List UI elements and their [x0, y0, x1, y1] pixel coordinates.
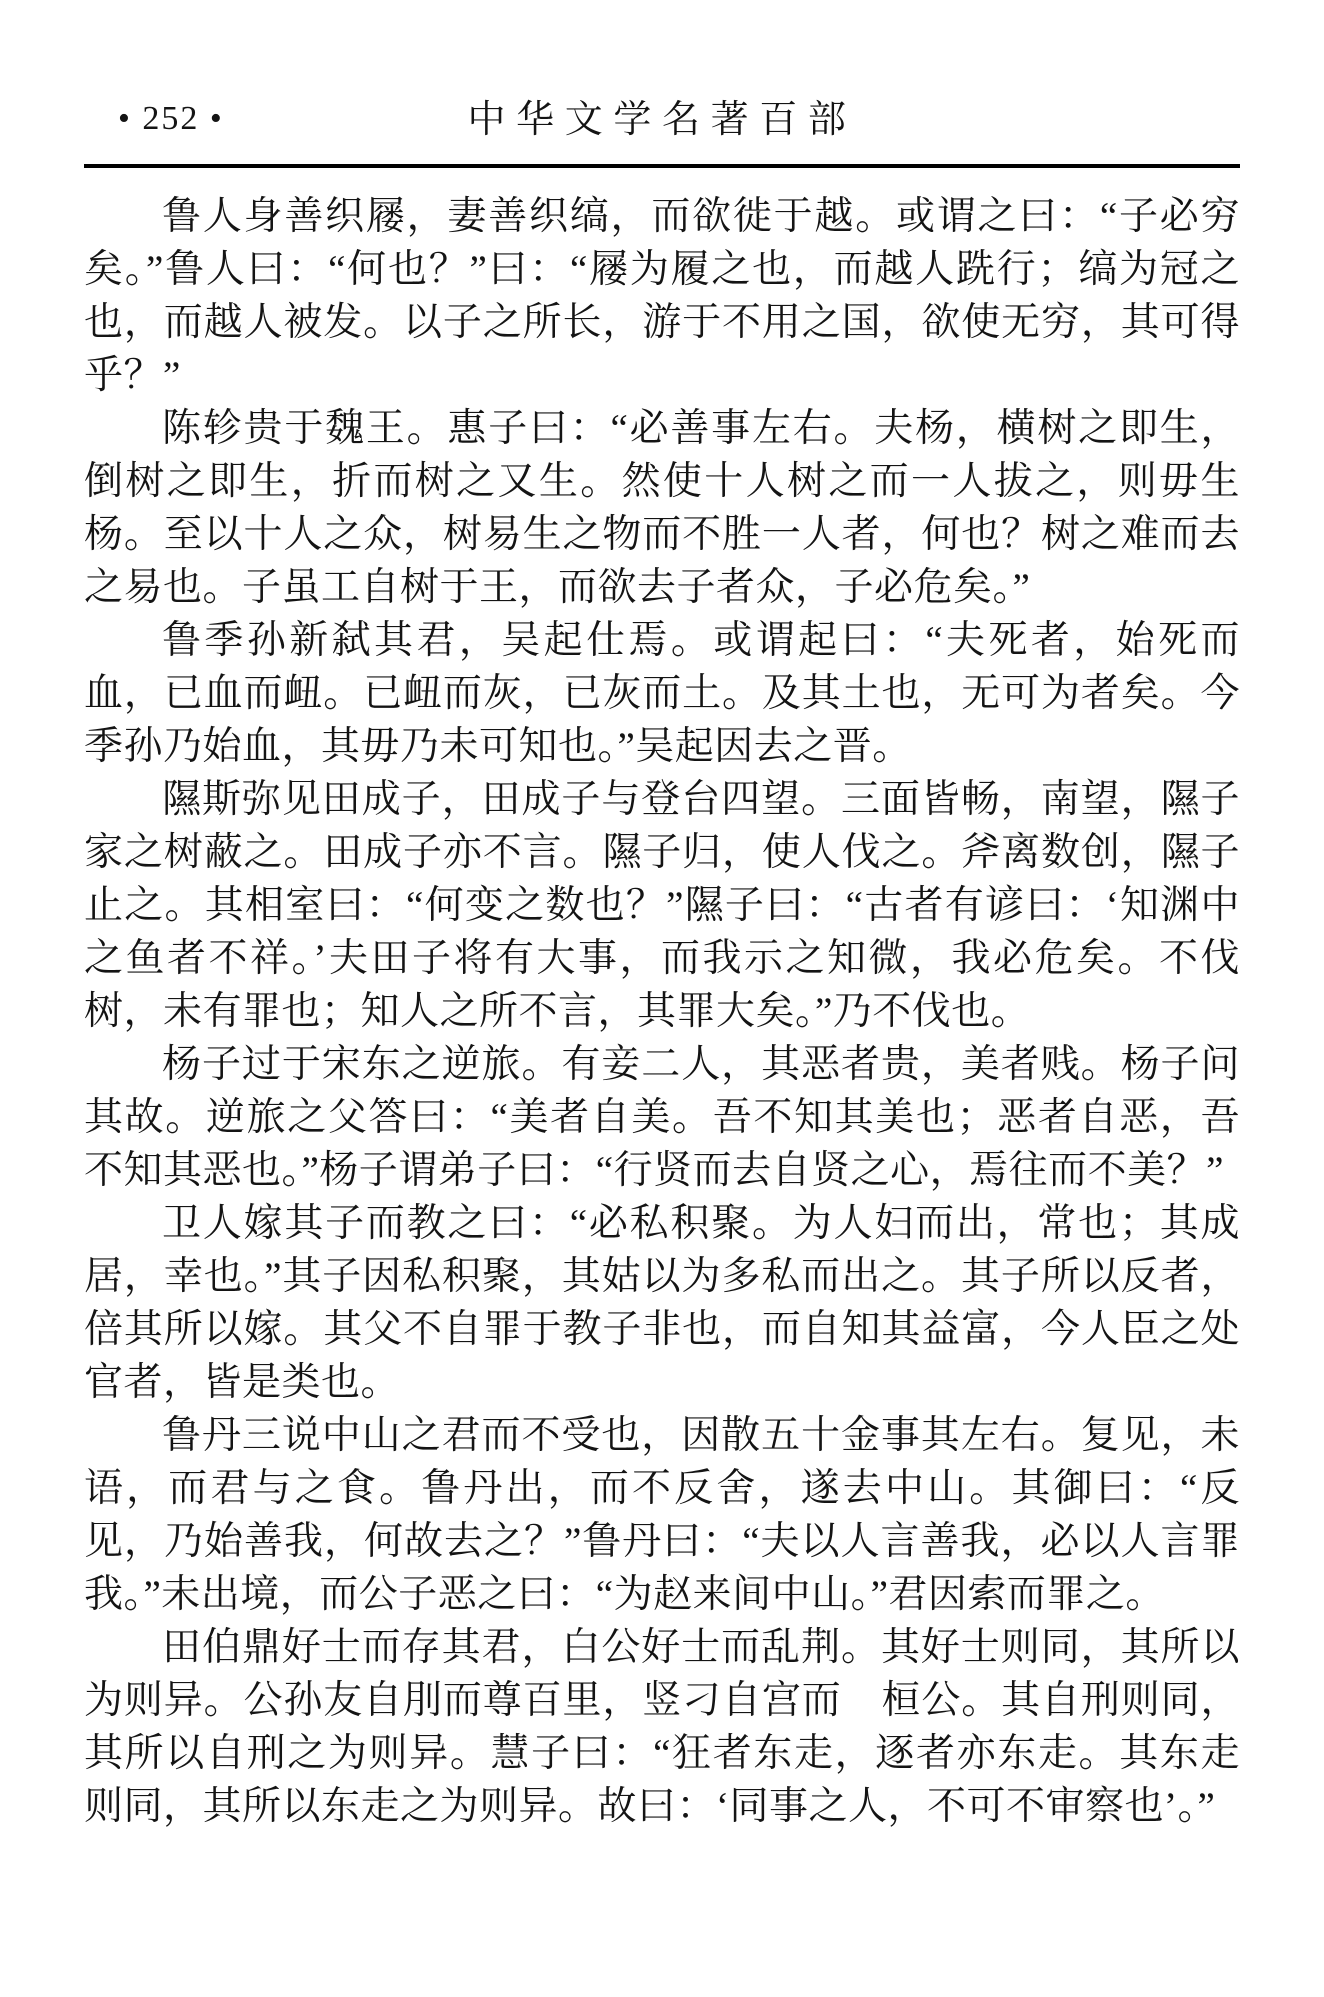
book-title: 中华文学名著百部: [467, 99, 857, 141]
paragraph-yang-zi-inn: 杨子过于宋东之逆旅。有妾二人，其恶者贵，美者贱。杨子问其故。逆旅之父答曰：“美者自美。吾不知其美也；恶者自恶，吾不知其恶也。”杨子谓弟子曰：“行贤而去自贤之心，焉往而不美？”: [84, 1043, 1240, 1192]
paragraph-lu-ren-weaver: 鲁人身善织屦，妻善织缟，而欲徙于越。或谓之曰：“子必穷矣。”鲁人曰：“何也？”曰：“屦为履之也，而越人跣行；缟为冠之也，而越人被发。以子之所长，游于不用之国，欲使无穷，其可得乎？”: [84, 195, 1240, 397]
page-header: [84, 0, 1240, 150]
page-body: [84, 190, 1240, 1833]
page-number: • 252 •: [118, 100, 224, 137]
paragraph-lu-dan: 鲁丹三说中山之君而不受也，因散五十金事其左右。复见，未语，而君与之食。鲁丹出，而不反舍，遂去中山。其御曰：“反见，乃始善我，何故去之？”鲁丹曰：“夫以人言善我，必以人言罪我。”未出境，而公子恶之曰：“为赵来间中山。”君因索而罪之。: [84, 1414, 1240, 1616]
paragraph-chen-zhen: 陈轸贵于魏王。惠子曰：“必善事左右。夫杨，横树之即生，倒树之即生，折而树之又生。然使十人树之而一人拔之，则毋生杨。至以十人之众，树易生之物而不胜一人者，何也？树之难而去之易也。子虽工自树于王，而欲去子者众，子必危矣。”: [84, 407, 1240, 609]
paragraph-wei-ren-daughter: 卫人嫁其子而教之曰：“必私积聚。为人妇而出，常也；其成居，幸也。”其子因私积聚，其姑以为多私而出之。其子所以反者，倍其所以嫁。其父不自罪于教子非也，而自知其益富，今人臣之处官者，皆是类也。: [84, 1202, 1240, 1404]
paragraph-wu-qi: 鲁季孙新弑其君，吴起仕焉。或谓起曰：“夫死者，始死而血，已血而衄。已衄而灰，已灰而土。及其土也，无可为者矣。今季孙乃始血，其毋乃未可知也。”吴起因去之晋。: [84, 619, 1240, 768]
header-rule: [84, 164, 1240, 168]
paragraph-xi-si-mi: 隰斯弥见田成子，田成子与登台四望。三面皆畅，南望，隰子家之树蔽之。田成子亦不言。隰子归，使人伐之。斧离数创，隰子止之。其相室曰：“何变之数也？”隰子曰：“古者有谚曰：‘知渊中之鱼者不祥。’夫田子将有大事，而我示之知微，我必危矣。不伐树，未有罪也；知人之所不言，其罪大矣。”乃不伐也。: [84, 778, 1240, 1033]
paragraph-tian-bo-ding: 田伯鼎好士而存其君，白公好士而乱荆。其好士则同，其所以为则异。公孙友自刖而尊百里，竖刁自宫而 桓公。其自刑则同，其所以自刑之为则异。慧子曰：“狂者东走，逐者亦东走。其东走则同，其所以东走之为则异。故曰：‘同事之人，不可不审察也’。”: [84, 1626, 1240, 1828]
